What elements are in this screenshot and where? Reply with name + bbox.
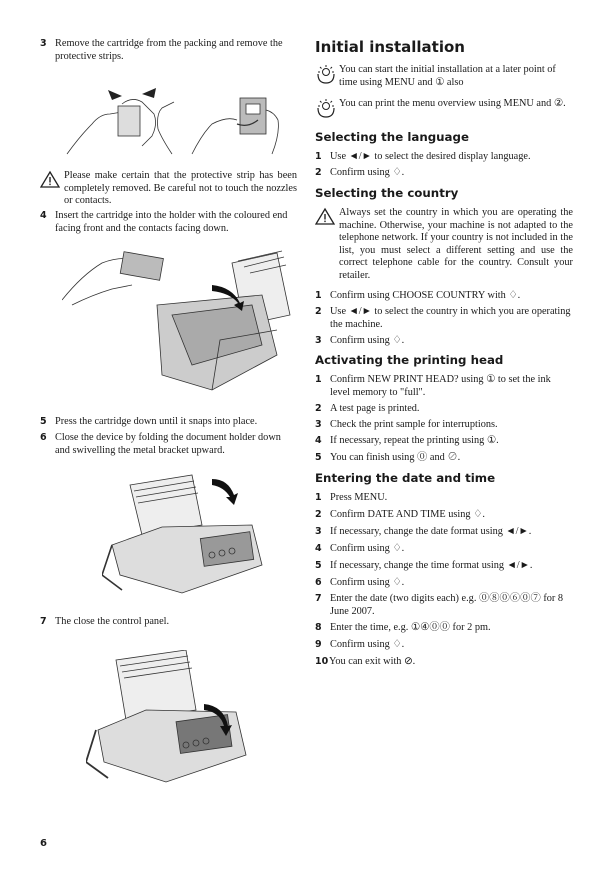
lang-step-1: 1 Use ◄/► to select the desired display language. — [315, 151, 531, 162]
cartridge-unpacking-illustration — [62, 84, 292, 156]
lang-step-2: 2 Confirm using ♢. — [315, 167, 405, 178]
head-step-5: 5 You can finish using ⓪ and ⊘. — [315, 452, 461, 463]
step-4: 4 Insert the cartridge into the holder with the coloured end facing front and the contacts facing down. — [40, 210, 288, 234]
date-step-2: 2 Confirm DATE AND TIME using ♢. — [315, 509, 485, 520]
country-step-1: 1 Confirm using CHOOSE COUNTRY with ♢. — [315, 290, 521, 301]
step-5: 5 Press the cartridge down until it snaps into place. — [40, 416, 258, 427]
tip-note-menu-overview: You can print the menu overview using MENU and ②. — [315, 98, 573, 125]
step-3: 3 Remove the cartridge from the packing and remove the protective strips. — [40, 38, 283, 62]
head-step-4: 4 If necessary, repeat the printing using ①. — [315, 435, 499, 446]
date-step-5: 5 If necessary, change the time format using ◄/►. — [315, 560, 533, 571]
tip-lightbulb-icon — [315, 98, 339, 125]
heading-selecting-country: Selecting the country — [315, 186, 459, 200]
warning-triangle-icon — [315, 207, 339, 283]
date-step-9: 9 Confirm using ♢. — [315, 639, 405, 650]
date-step-10: 10 You can exit with ⊘. — [315, 656, 416, 667]
warning-triangle-icon — [40, 170, 64, 208]
control-panel-closing-illustration — [86, 650, 256, 785]
date-step-8: 8 Enter the time, e.g. ①④⓪⓪ for 2 pm. — [315, 622, 491, 633]
tip-lightbulb-icon — [315, 64, 339, 91]
section-title-initial-installation: Initial installation — [315, 38, 465, 56]
cartridge-insertion-illustration — [62, 245, 297, 395]
head-step-1: 1 Confirm NEW PRINT HEAD? using ① to set the ink level memory to "full". — [315, 374, 551, 398]
head-step-3: 3 Check the print sample for interruptions. — [315, 419, 498, 430]
country-step-2: 2 Use ◄/► to select the country in which you are operating the machine. — [315, 306, 571, 330]
date-step-3: 3 If necessary, change the date format using ◄/►. — [315, 526, 532, 537]
date-step-7: 7 Enter the date (two digits each) e.g. ⓪⑧⓪⑥⓪⑦ for 8 June 2007. — [315, 593, 564, 617]
heading-selecting-language: Selecting the language — [315, 130, 469, 144]
date-step-4: 4 Confirm using ♢. — [315, 543, 405, 554]
warning-note-country: Always set the country in which you are operating the machine. Otherwise, your machine is not adapted to the telephone network. If your country is not included in the list, you must select a different setting and use the correct telephone cable for the country. Consult your retailer. — [315, 207, 573, 283]
heading-activating-printing-head: Activating the printing head — [315, 353, 504, 367]
step-7: 7 The close the control panel. — [40, 616, 170, 627]
heading-entering-date-time: Entering the date and time — [315, 471, 496, 485]
page-number: 6 — [40, 838, 47, 849]
date-step-1: 1 Press MENU. — [315, 492, 388, 503]
date-step-6: 6 Confirm using ♢. — [315, 577, 405, 588]
head-step-2: 2 A test page is printed. — [315, 403, 420, 414]
tip-note-start-later: You can start the initial installation at a later point of time using MENU and ① also — [315, 64, 573, 91]
step-6: 6 Close the device by folding the document holder down and swivelling the metal bracket upward. — [40, 432, 281, 456]
device-closing-illustration — [102, 465, 272, 595]
warning-note-protective-strip: Please make certain that the protective strip has been completely removed. Be careful not to touch the nozzles or contacts. — [40, 170, 297, 208]
country-step-3: 3 Confirm using ♢. — [315, 335, 405, 346]
